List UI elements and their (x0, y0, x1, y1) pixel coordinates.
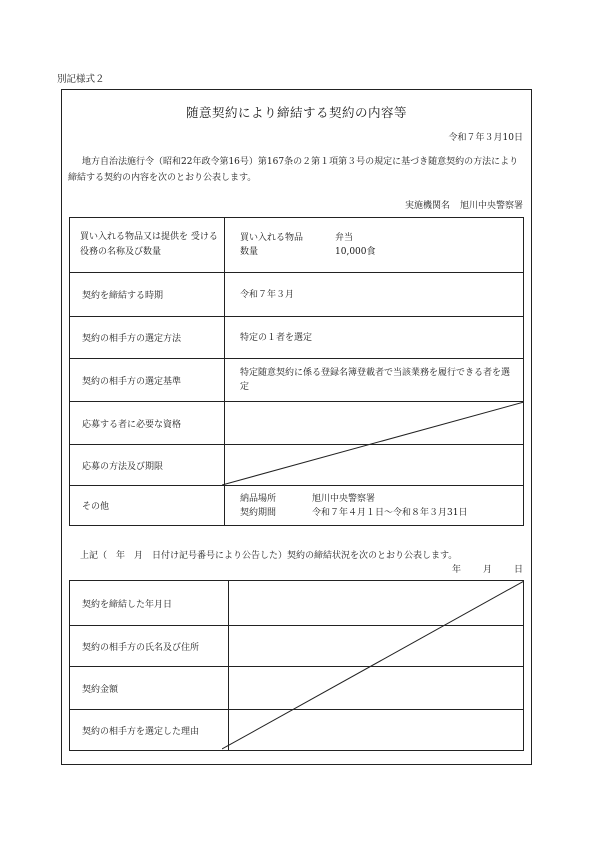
status-row-amount-value (229, 667, 524, 710)
other-value (225, 486, 524, 526)
goods-item-key: 買い入れる物品 (240, 233, 304, 243)
document-title: 随意契約により締結する契約の内容等 (185, 105, 407, 120)
other-period-key: 契約期間 (240, 507, 277, 518)
table-row (70, 273, 524, 317)
table-row (70, 581, 524, 626)
table-row (70, 359, 524, 402)
contract-status-table (69, 580, 524, 751)
timing-value: 令和７年３月 (225, 273, 524, 317)
application-label: 応募の方法及び期限 (70, 445, 225, 486)
status-row-date-value (229, 581, 524, 626)
method-value: 特定の１者を選定 (225, 317, 524, 359)
document-date: 令和７年３月10日 (448, 133, 523, 143)
method-label: 契約の相手方の選定方法 (70, 317, 225, 359)
contract-details-table (69, 217, 524, 526)
notice-day: 日 (513, 565, 523, 575)
table-row (70, 626, 524, 667)
table-row (70, 317, 524, 359)
status-row-date-label: 契約を締結した年月日 (70, 581, 229, 626)
agency-label: 実施機関名 (404, 201, 450, 211)
status-row-amount-label: 契約金額 (70, 667, 229, 710)
notice-month: 月 (482, 565, 492, 575)
criteria-label: 契約の相手方の選定基準 (70, 359, 225, 402)
goods-value (225, 218, 524, 273)
table-row (70, 445, 524, 486)
status-row-reason-value (229, 710, 524, 751)
status-row-party-value (229, 626, 524, 667)
form-number-label: 別記様式２ (57, 74, 105, 85)
intro-paragraph: 地方自治法施行令（昭和22年政令第16号）第167条の２第１項第３号の規定に基づき随意契約の方法により締結する契約の内容を次のとおり公表します。 (68, 157, 519, 183)
qualification-label: 応募する者に必要な資格 (70, 402, 225, 445)
goods-qty-value: 10,000食 (335, 247, 376, 257)
other-label: その他 (70, 486, 225, 526)
other-place-key: 納品場所 (240, 493, 277, 504)
application-value (225, 445, 524, 486)
goods-qty-key: 数量 (240, 247, 259, 257)
goods-item-value: 弁当 (335, 233, 354, 243)
status-row-reason-label: 契約の相手方を選定した理由 (70, 710, 229, 751)
table-row (70, 667, 524, 710)
timing-label: 契約を締結する時期 (70, 273, 225, 317)
table-row (70, 402, 524, 445)
other-place-value: 旭川中央警察署 (312, 493, 376, 504)
qualification-value (225, 402, 524, 445)
agency-name: 旭川中央警察署 (459, 201, 523, 211)
notice-year: 年 (451, 565, 461, 575)
table-row (70, 218, 524, 273)
notice-date (430, 562, 523, 575)
agency-line (405, 198, 523, 211)
table-row (70, 710, 524, 751)
notice-sentence: 上記（ 年 月 日付け記号番号により公告した）契約の締結状況を次のとおり公表します。 (80, 551, 458, 561)
criteria-value: 特定随意契約に係る登録名簿登載者で当該業務を履行できる者を選定 (225, 359, 524, 402)
document-frame (61, 89, 532, 765)
goods-label: 買い入れる物品又は提供を 受ける役務の名称及び数量 (70, 218, 225, 273)
other-period-value: 令和７年４月１日～令和８年３月31日 (312, 507, 468, 518)
table-row (70, 486, 524, 526)
status-row-party-label: 契約の相手方の氏名及び住所 (70, 626, 229, 667)
